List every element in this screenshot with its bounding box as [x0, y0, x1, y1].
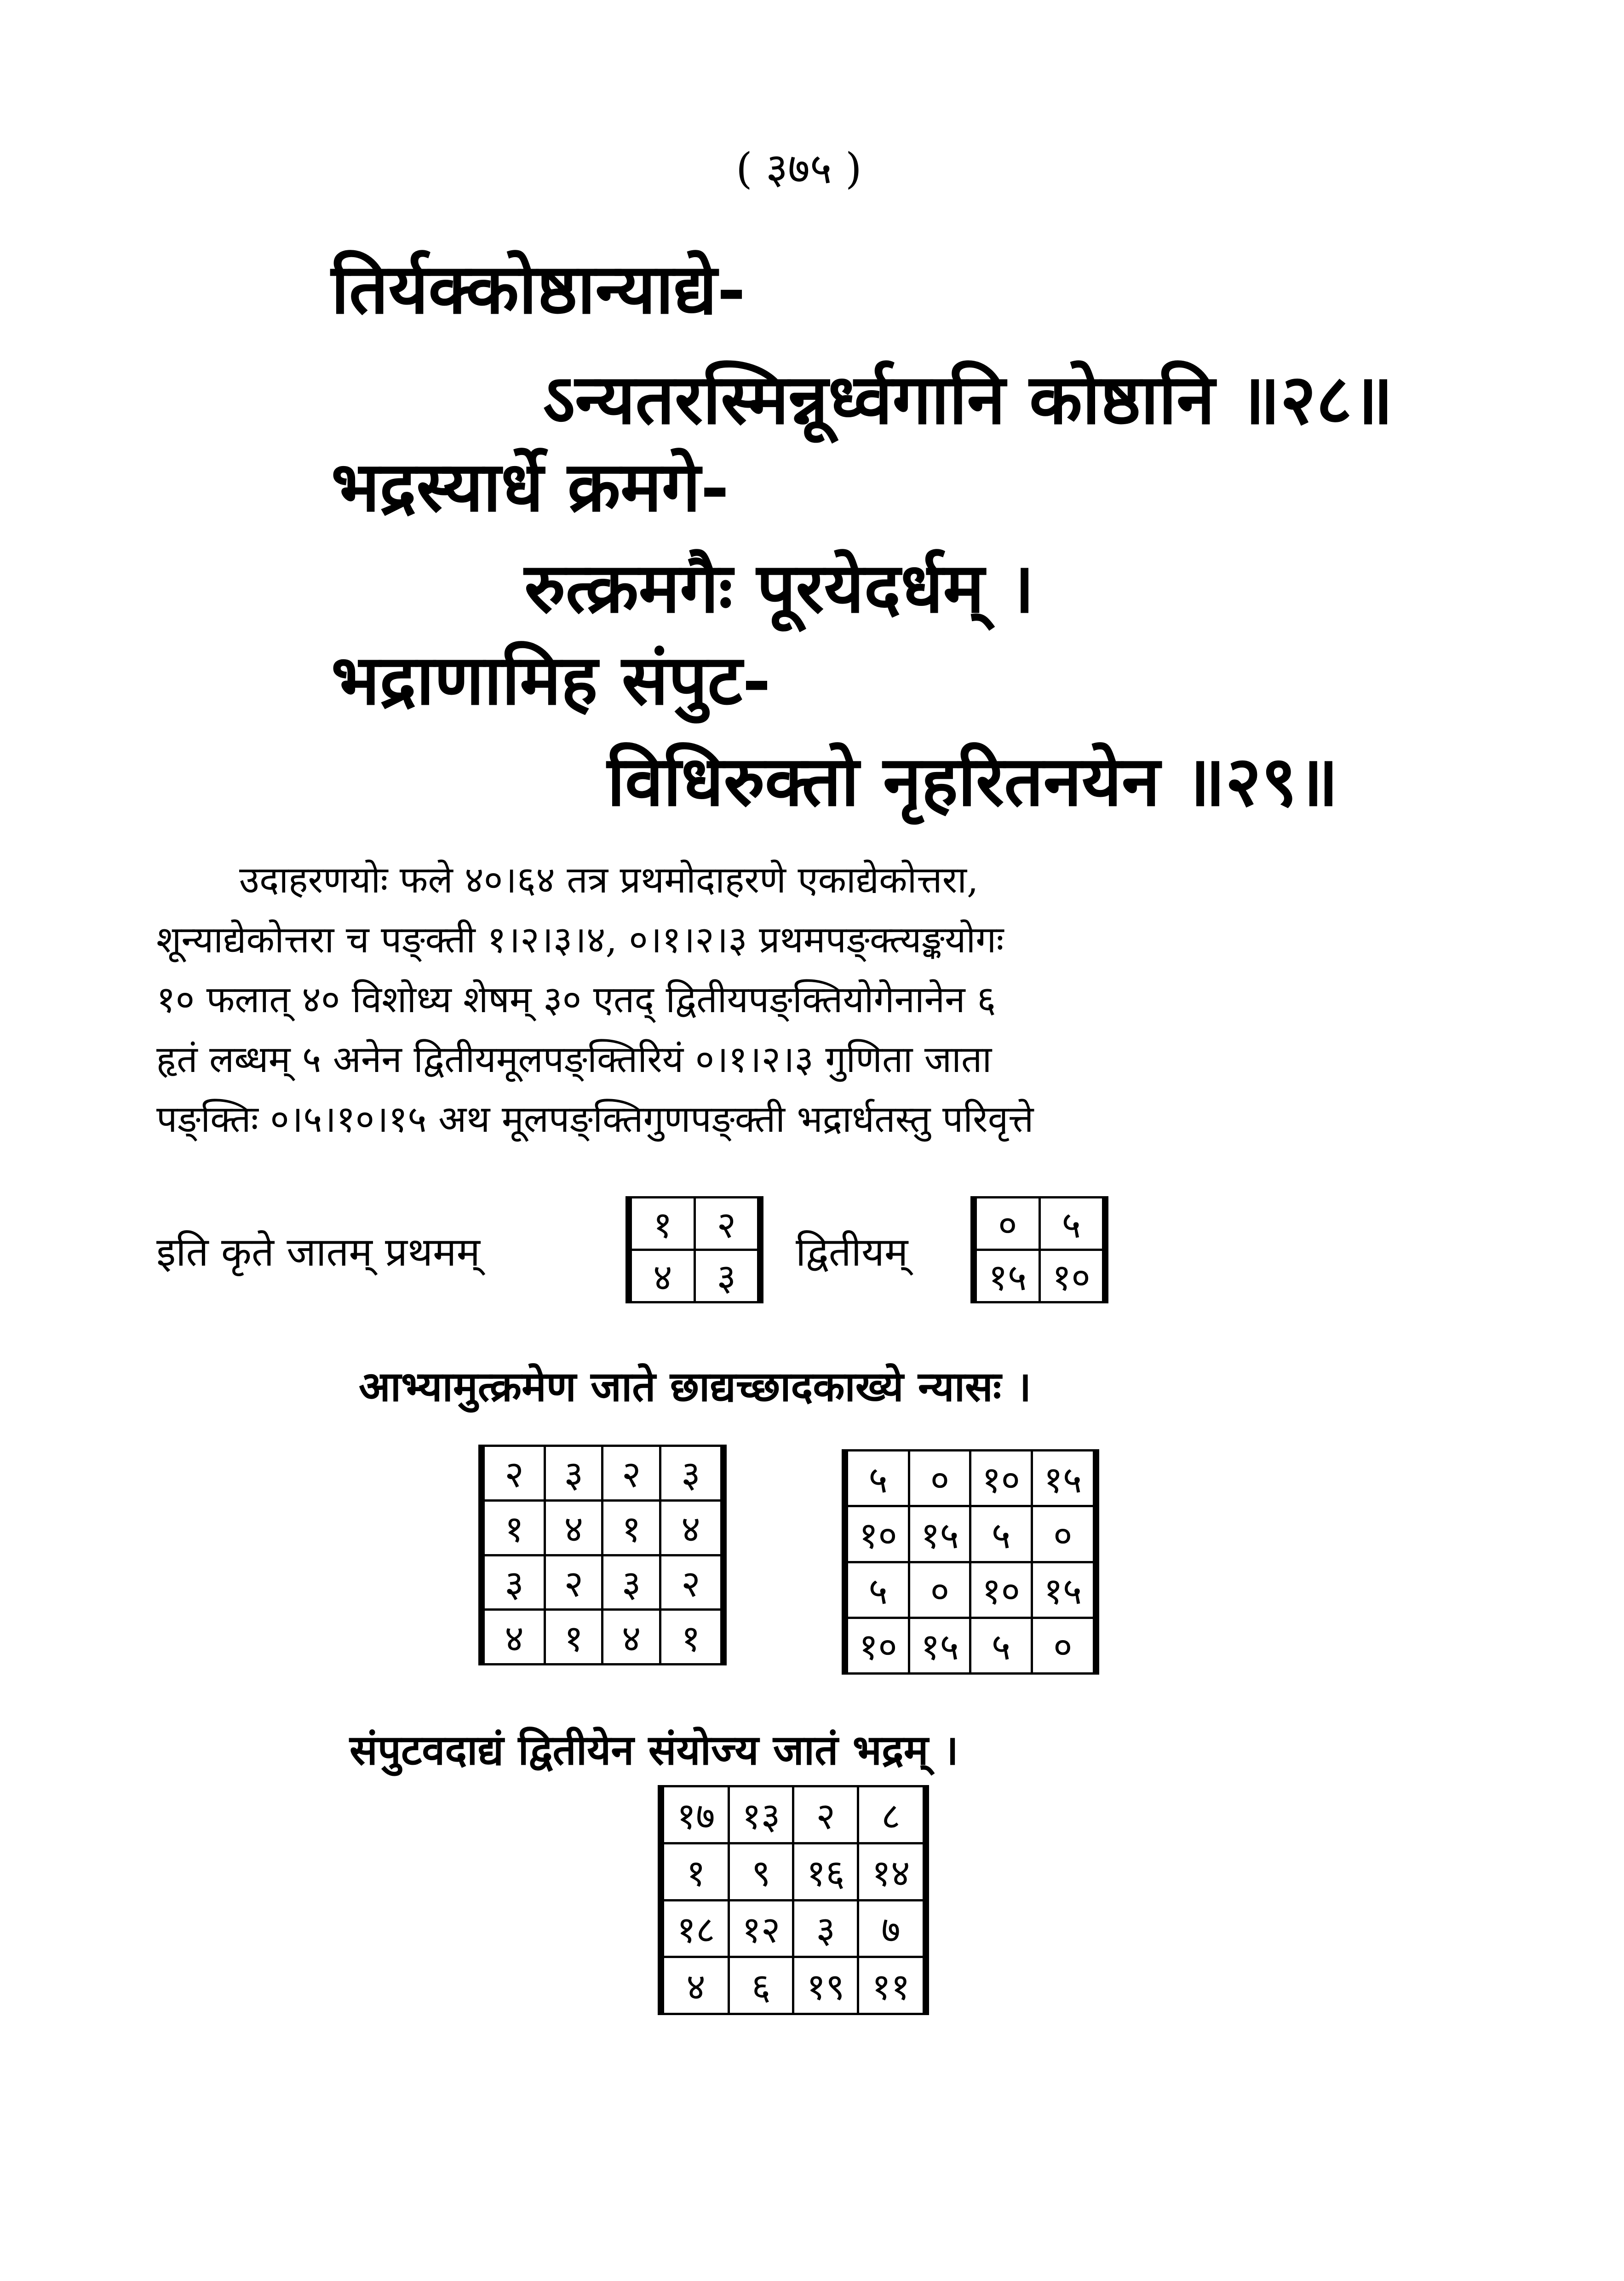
final-grid-cell: १४	[858, 1843, 926, 1900]
final-grid-cell: २	[793, 1786, 858, 1843]
verse-line-5: भद्राणामिह संपुट-	[331, 639, 771, 720]
second-grid-cell: १०	[1039, 1250, 1105, 1302]
final-grid-cell: ९	[729, 1843, 793, 1900]
right-grid-cell: ०	[909, 1451, 970, 1506]
page-number: ( ३७५ )	[736, 144, 862, 193]
final-bhadra-grid-4x4	[658, 1785, 929, 2015]
left-grid-cell: १	[660, 1610, 723, 1665]
right-grid-cell: १५	[1032, 1451, 1096, 1506]
verse-line-6: विधिरुक्तो नृहरितनयेन ॥२९॥	[607, 741, 1339, 822]
right-grid-cell: ५	[970, 1618, 1032, 1673]
right-grid-cell: १०	[845, 1506, 909, 1562]
left-grid-cell: २	[603, 1446, 660, 1501]
verse-line-4: रुत्क्रमगैः पूरयेदर्धम् ।	[524, 547, 1035, 628]
final-grid-cell: ६	[729, 1957, 793, 2014]
right-grid-cell: ५	[845, 1562, 909, 1618]
first-grid-2x2	[625, 1196, 763, 1303]
left-grid-cell: १	[545, 1610, 603, 1665]
prose-line-3: १० फलात् ४० विशोध्य शेषम् ३० एतद् द्वितीयपङ्क्तियोगेनानेन ६	[156, 978, 996, 1021]
left-grid-cell: ४	[603, 1610, 660, 1665]
left-grid-cell: २	[482, 1446, 545, 1501]
right-grid-cell: ०	[1032, 1618, 1096, 1673]
left-grid-cell: ३	[545, 1446, 603, 1501]
verse-line-2: ऽन्यतरस्मिन्नूर्ध्वगानि कोष्ठानि ॥२८॥	[543, 359, 1394, 440]
left-grid-cell: १	[482, 1500, 545, 1555]
right-grid-cell: ५	[970, 1506, 1032, 1562]
right-grid-cell: ०	[909, 1562, 970, 1618]
second-grid-cell: १५	[974, 1250, 1039, 1302]
left-grid-cell: ३	[603, 1555, 660, 1610]
left-grid-cell: ३	[482, 1555, 545, 1610]
second-grid-2x2	[970, 1196, 1108, 1303]
verse-line-3: भद्रस्यार्धे क्रमगे-	[331, 446, 729, 527]
iti-line-prefix: इति कृते जातम् प्रथमम्	[156, 1229, 480, 1275]
prose-line-4: हृतं लब्धम् ५ अनेन द्वितीयमूलपङ्क्तिरियं ०।१।२।३ गुणिता जाता	[156, 1038, 992, 1081]
left-grid-cell: २	[545, 1555, 603, 1610]
left-grid-cell: १	[603, 1500, 660, 1555]
first-grid-cell: १	[629, 1198, 694, 1250]
final-grid-cell: १८	[661, 1900, 729, 1957]
prose-line-2: शून्याद्येकोत्तरा च पङ्क्ती १।२।३।४, ०।१।२।३ प्रथमपङ्क्त्यङ्कयोगः	[156, 918, 1004, 961]
final-grid-cell: १७	[661, 1786, 729, 1843]
final-grid-cell: ११	[858, 1957, 926, 2014]
final-grid-cell: ७	[858, 1900, 926, 1957]
left-grid-cell: ४	[660, 1500, 723, 1555]
right-grid-cell: ५	[845, 1451, 909, 1506]
final-grid-cell: १६	[793, 1843, 858, 1900]
final-grid-cell: १३	[729, 1786, 793, 1843]
prose-line-1: उदाहरणयोः फले ४०।६४ तत्र प्रथमोदाहरणे एकाद्येकोत्तरा,	[239, 858, 979, 901]
right-grid-cell: १५	[1032, 1562, 1096, 1618]
caption-nyasa: आभ्यामुत्क्रमेण जाते छाद्यच्छादकाख्ये न्यासः ।	[359, 1362, 1032, 1411]
left-grid-cell: २	[660, 1555, 723, 1610]
second-grid-cell: ०	[974, 1198, 1039, 1250]
second-grid-label: द्वितीयम्	[796, 1229, 908, 1275]
final-grid-cell: ८	[858, 1786, 926, 1843]
final-grid-cell: ४	[661, 1957, 729, 2014]
right-grid-cell: ०	[1032, 1506, 1096, 1562]
right-grid-cell: १५	[909, 1618, 970, 1673]
right-grid-cell: १०	[970, 1562, 1032, 1618]
left-grid-cell: ४	[482, 1610, 545, 1665]
first-grid-cell: ४	[629, 1250, 694, 1302]
left-grid-cell: ३	[660, 1446, 723, 1501]
prose-line-5: पङ्क्तिः ०।५।१०।१५ अथ मूलपङ्क्तिगुणपङ्क्ती भद्रार्धतस्तु परिवृत्ते	[156, 1098, 1034, 1140]
right-grid-cell: १५	[909, 1506, 970, 1562]
second-grid-cell: ५	[1039, 1198, 1105, 1250]
verse-line-1: तिर्यक्कोष्ठान्याद्ये-	[331, 248, 746, 329]
first-grid-cell: २	[694, 1198, 760, 1250]
caption-bhadra: संपुटवदाद्यं द्वितीयेन संयोज्य जातं भद्रम् ।	[350, 1726, 959, 1774]
final-grid-cell: ३	[793, 1900, 858, 1957]
right-grid-4x4	[842, 1449, 1099, 1675]
final-grid-cell: १	[661, 1843, 729, 1900]
final-grid-cell: १९	[793, 1957, 858, 2014]
first-grid-cell: ३	[694, 1250, 760, 1302]
final-grid-cell: १२	[729, 1900, 793, 1957]
right-grid-cell: १०	[845, 1618, 909, 1673]
left-grid-4x4	[478, 1445, 727, 1665]
right-grid-cell: १०	[970, 1451, 1032, 1506]
left-grid-cell: ४	[545, 1500, 603, 1555]
